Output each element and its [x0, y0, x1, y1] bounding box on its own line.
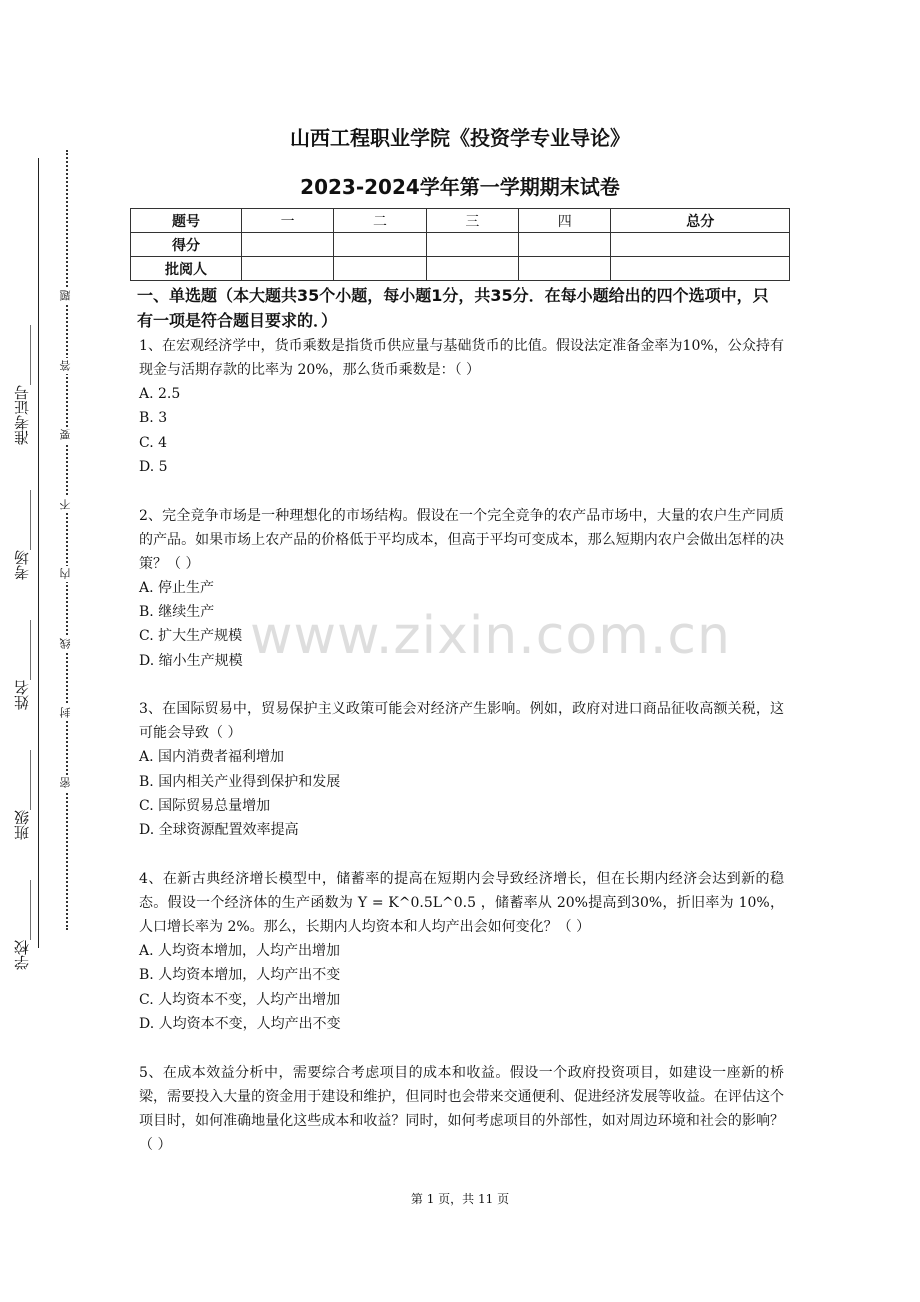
option: B. 3 — [139, 410, 168, 427]
seal-char: 答 — [58, 358, 74, 374]
option: B. 继续生产 — [139, 604, 215, 621]
school-field: 学校________ — [13, 880, 31, 970]
question-stem: 2、完全竞争市场是一种理想化的市场结构。假设在一个完全竞争的农产品市场中，大量的农户生产同质的产品。如果市场上农产品的价格低于平均成本，但高于平均可变成本，那么短期内农户会做出怎样的决策？（ ） — [139, 507, 784, 572]
class-field: 班级________ — [13, 750, 31, 840]
question-stem: 4、在新古典经济增长模型中，储蓄率的提高在短期内会导致经济增长，但在长期内经济会达到新的稳态。假设一个经济体的生产函数为 Y = K^0.5L^0.5 ，储蓄率从 20%提高到30%，折旧率为 10%，人口增长率为 2%。那么，长期内人均资本和人均产出会如何变化？（ ） — [139, 870, 784, 935]
score-col-header: 题号 — [131, 209, 242, 233]
option: D. 全球资源配置效率提高 — [139, 822, 299, 839]
score-col-header: 一 — [242, 209, 334, 233]
score-col-header: 四 — [519, 209, 611, 233]
grader-row — [131, 257, 790, 281]
question-stem: 1、在宏观经济学中，货币乘数是指货币供应量与基础货币的比值。假设法定准备金率为10%，公众持有现金与活期存款的比率为 20%，那么货币乘数是：（ ） — [139, 338, 784, 378]
grader-cell[interactable] — [519, 257, 611, 281]
option: B. 国内相关产业得到保护和发展 — [139, 773, 341, 790]
score-row-label: 批阅人 — [131, 257, 242, 281]
option: B. 人均资本增加，人均产出不变 — [139, 967, 341, 984]
exam-id-field: 准考证号________ — [13, 325, 31, 445]
score-cell[interactable] — [334, 233, 426, 257]
option: A. 停止生产 — [139, 579, 215, 596]
seal-dotted-line — [66, 150, 68, 930]
question-stem: 3、在国际贸易中，贸易保护主义政策可能会对经济产生影响。例如，政府对进口商品征收高额关税，这可能会导致（ ） — [139, 701, 784, 742]
grader-cell[interactable] — [242, 257, 334, 281]
option: A. 人均资本增加，人均产出增加 — [139, 942, 341, 959]
seal-char: 封 — [58, 705, 74, 721]
score-col-header: 三 — [426, 209, 518, 233]
score-row-label: 得分 — [131, 233, 242, 257]
grader-cell[interactable] — [426, 257, 518, 281]
page-footer: 第 1 页，共 11 页 — [410, 1192, 510, 1206]
exam-room-field: 考场________ — [13, 490, 31, 580]
score-col-header: 总分 — [611, 209, 790, 233]
exam-subtitle: 2023-2024学年第一学期期末试卷 — [300, 175, 620, 199]
section-heading: 一、单选题（本大题共35个小题，每小题1分，共35分．在每小题给出的四个选项中，只有一项是符合题目要求的．） — [137, 286, 769, 330]
seal-char: 内 — [58, 566, 74, 582]
exam-content — [139, 283, 784, 1157]
score-table — [130, 208, 790, 281]
option: C. 人均资本不变，人均产出增加 — [139, 991, 341, 1008]
seal-char: 线 — [58, 636, 74, 652]
exam-title: 山西工程职业学院《投资学专业导论》 — [290, 126, 630, 150]
score-col-header: 二 — [334, 209, 426, 233]
seal-char: 题 — [58, 288, 74, 304]
score-row — [131, 233, 790, 257]
seal-char: 要 — [58, 427, 74, 443]
binding-margin — [0, 0, 90, 1302]
question-stem: 5、在成本效益分析中，需要综合考虑项目的成本和收益。假设一个政府投资项目，如建设一座新的桥梁，需要投入大量的资金用于建设和维护，但同时也会带来交通便利、促进经济发展等收益。在评估这个项目时，如何准确地量化这些成本和收益？同时，如何考虑项目的外部性，如对周边环境和社会的影响？（ ） — [139, 1064, 784, 1153]
watermark: www.zixin.com.cn — [250, 606, 731, 666]
option: D. 5 — [139, 459, 168, 476]
score-cell[interactable] — [611, 233, 790, 257]
option: C. 国际贸易总量增加 — [139, 798, 271, 815]
option: A. 2.5 — [139, 386, 181, 402]
score-cell[interactable] — [519, 233, 611, 257]
option: C. 4 — [139, 434, 168, 451]
seal-char: 密 — [58, 775, 74, 791]
seal-char: 不 — [58, 497, 74, 513]
grader-cell[interactable] — [334, 257, 426, 281]
grader-cell[interactable] — [611, 257, 790, 281]
score-table-header-row — [131, 209, 790, 233]
score-cell[interactable] — [426, 233, 518, 257]
name-field: 姓名________ — [13, 620, 31, 710]
option: D. 缩小生产规模 — [139, 652, 243, 669]
option: D. 人均资本不变，人均产出不变 — [139, 1016, 341, 1033]
score-cell[interactable] — [242, 233, 334, 257]
option: C. 扩大生产规模 — [139, 628, 243, 645]
option: A. 国内消费者福利增加 — [139, 749, 285, 766]
